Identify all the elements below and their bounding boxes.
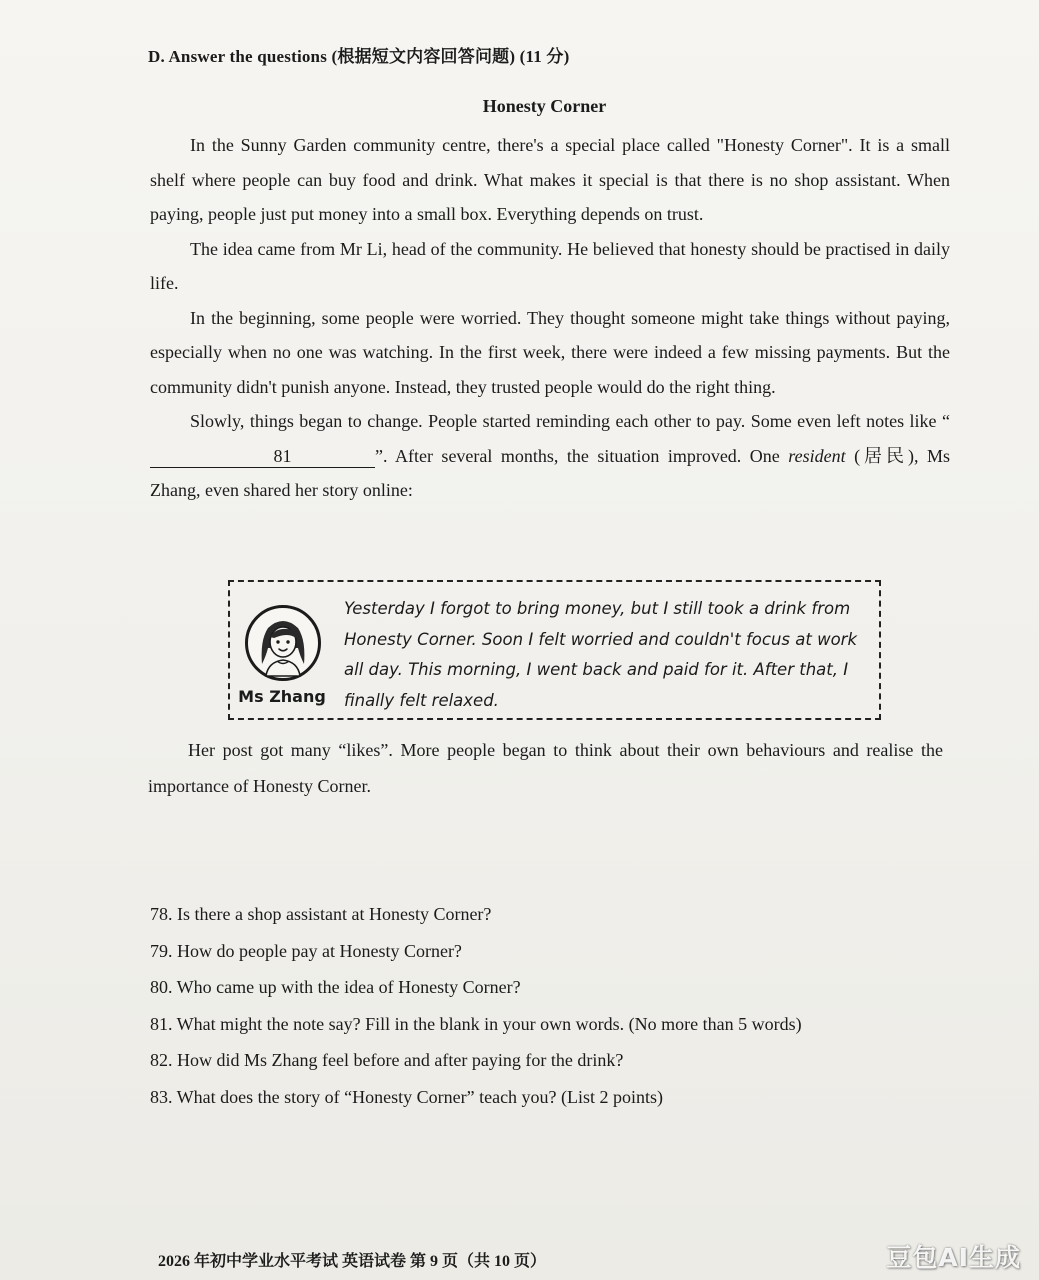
paragraph-4: [150, 404, 950, 508]
page-footer: 2026 年初中学业水平考试 英语试卷 第 9 页（共 10 页）: [158, 1253, 547, 1270]
paragraph-4-middle: ”. After several months, the situation improved. One: [375, 445, 789, 466]
passage-title: Honesty Corner: [482, 96, 607, 116]
question-82: 82. How did Ms Zhang feel before and after paying for the drink?: [150, 1050, 624, 1070]
section-heading: D. Answer the questions (根据短文内容回答问题) (11 分): [148, 47, 570, 66]
question-78: 78. Is there a shop assistant at Honesty Corner?: [150, 904, 492, 924]
paragraph-1: In the Sunny Garden community centre, there's a special place called "Honesty Corner". It is a small shelf where people can buy food and drink. What makes it special is that there is no shop assistant. When paying, people just put money into a small box. Everything depends on trust.: [150, 135, 950, 224]
blank-81[interactable]: 81: [150, 445, 375, 468]
woman-avatar-icon: [244, 604, 322, 682]
question-81: 81. What might the note say? Fill in the blank in your own words. (No more than 5 words): [150, 1013, 802, 1034]
paragraph-2: The idea came from Mr Li, head of the community. He believed that honesty should be practised in daily life.: [150, 238, 950, 293]
quote-text: Yesterday I forgot to bring money, but I still took a drink from Honesty Corner. Soon I felt worried and couldn't focus at work all day. This morning, I went back and paid for it. After that, I finally felt relaxed.: [344, 599, 858, 710]
question-83: 83. What does the story of “Honesty Corner” teach you? (List 2 points): [150, 1086, 664, 1107]
passage-body: [150, 128, 950, 508]
resident-word: resident: [788, 445, 846, 466]
question-80: 80. Who came up with the idea of Honesty Corner?: [150, 977, 521, 997]
ai-watermark: 豆包AI生成: [886, 1243, 1021, 1272]
question-list: [150, 896, 950, 1115]
paragraph-4-end: (居民), Ms Zhang, even shared her story online:: [150, 445, 950, 500]
paragraph-5: Her post got many “likes”. More people began to think about their own behaviours and realise the importance of Honesty Corner.: [148, 740, 943, 796]
question-79: 79. How do people pay at Honesty Corner?: [150, 940, 462, 961]
passage-conclusion: [148, 732, 943, 804]
paragraph-3: In the beginning, some people were worried. They thought someone might take things without paying, especially when no one was watching. In the first week, there were indeed a few missing payments. But the community didn't punish anyone. Instead, they trusted people would do the right thing.: [150, 307, 950, 397]
quote-author-name: Ms Zhang: [238, 687, 326, 706]
paragraph-4-start: Slowly, things began to change. People started reminding each other to pay. Some even left notes like “: [190, 411, 950, 431]
